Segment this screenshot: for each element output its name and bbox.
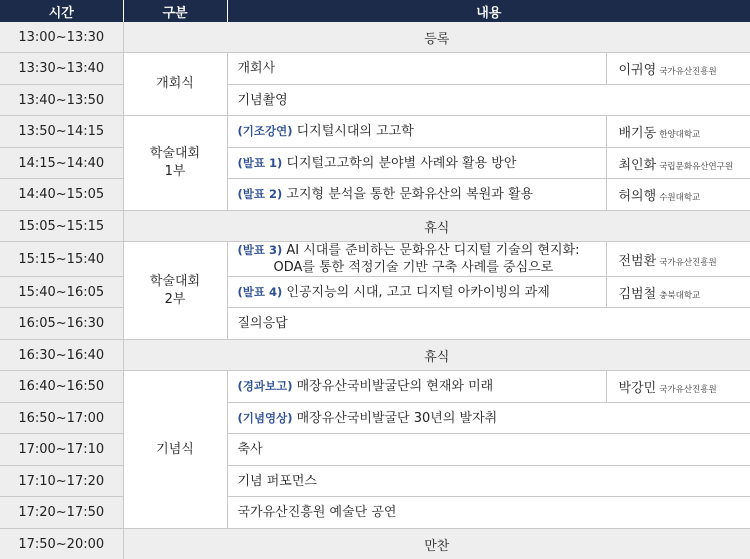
session-title bbox=[227, 371, 606, 403]
speaker-cell bbox=[606, 242, 750, 277]
session-tag: (기념영상) bbox=[238, 411, 293, 425]
category-line1: 학술대회 bbox=[150, 274, 200, 289]
category-line1: 학술대회 bbox=[150, 146, 200, 161]
table-row bbox=[0, 53, 750, 85]
time-cell: 15:05~15:15 bbox=[0, 211, 123, 242]
time-cell: 17:50~20:00 bbox=[0, 529, 123, 559]
table-row bbox=[0, 148, 750, 179]
session-tag: (발표 4) bbox=[238, 285, 283, 299]
session-title bbox=[227, 277, 606, 308]
time-cell: 16:05~16:30 bbox=[0, 308, 123, 340]
session-title bbox=[227, 85, 750, 116]
speaker-name: 최인화 bbox=[619, 158, 657, 173]
speaker-org: 국가유산진흥원 bbox=[659, 258, 716, 268]
table-row bbox=[0, 340, 750, 371]
speaker-org: 수원대학교 bbox=[659, 193, 700, 203]
title-text: 축사 bbox=[238, 442, 263, 457]
title-text: 매장유산국비발굴단의 현재와 미래 bbox=[297, 379, 494, 394]
time-cell: 17:10~17:20 bbox=[0, 466, 123, 497]
session-title bbox=[227, 242, 606, 277]
title-text: 기념촬영 bbox=[238, 93, 288, 108]
speaker-org: 국가유산진흥원 bbox=[659, 67, 716, 77]
table-row bbox=[0, 497, 750, 529]
session-title bbox=[227, 116, 606, 148]
category-symposium-part1 bbox=[123, 116, 227, 211]
session-tag: (기조강연) bbox=[238, 124, 293, 138]
table-row bbox=[0, 308, 750, 340]
time-cell: 14:40~15:05 bbox=[0, 179, 123, 211]
table-row bbox=[0, 242, 750, 277]
title-text: 인공지능의 시대, 고고 디지털 아카이빙의 과제 bbox=[286, 285, 549, 300]
time-cell: 14:15~14:40 bbox=[0, 148, 123, 179]
speaker-cell bbox=[606, 277, 750, 308]
table-row bbox=[0, 179, 750, 211]
speaker-org: 충북대학교 bbox=[659, 291, 700, 301]
registration-cell: 등록 bbox=[123, 22, 750, 53]
time-cell: 13:30~13:40 bbox=[0, 53, 123, 85]
table-row bbox=[0, 371, 750, 403]
header-row bbox=[0, 0, 750, 22]
table-row bbox=[0, 22, 750, 53]
header-time: 시간 bbox=[0, 0, 123, 22]
speaker-org: 국가유산진흥원 bbox=[659, 385, 716, 395]
time-cell: 15:40~16:05 bbox=[0, 277, 123, 308]
time-cell: 16:40~16:50 bbox=[0, 371, 123, 403]
session-title bbox=[227, 497, 750, 529]
title-text: 디지털고고학의 분야별 사례와 활용 방안 bbox=[286, 156, 516, 171]
table-row bbox=[0, 277, 750, 308]
time-cell: 13:40~13:50 bbox=[0, 85, 123, 116]
time-cell: 17:20~17:50 bbox=[0, 497, 123, 529]
time-cell: 13:00~13:30 bbox=[0, 22, 123, 53]
title-text: 디지털시대의 고고학 bbox=[297, 124, 414, 139]
speaker-cell bbox=[606, 53, 750, 85]
title-text: AI 시대를 준비하는 문화유산 디지털 기술의 현지화: bbox=[286, 243, 579, 258]
title-text: 국가유산진흥원 예술단 공연 bbox=[238, 505, 397, 520]
session-tag: (발표 3) bbox=[238, 243, 283, 257]
title-text: 기념 퍼포먼스 bbox=[238, 474, 317, 489]
title-text: 매장유산국비발굴단 30년의 발자취 bbox=[297, 411, 498, 426]
speaker-cell bbox=[606, 116, 750, 148]
header-category: 구분 bbox=[123, 0, 227, 22]
table-row bbox=[0, 211, 750, 242]
time-cell: 17:00~17:10 bbox=[0, 434, 123, 466]
speaker-cell bbox=[606, 179, 750, 211]
time-cell: 15:15~15:40 bbox=[0, 242, 123, 277]
speaker-name: 김범철 bbox=[619, 287, 657, 302]
category-anniversary-ceremony: 기념식 bbox=[123, 371, 227, 529]
time-cell: 13:50~14:15 bbox=[0, 116, 123, 148]
speaker-cell bbox=[606, 148, 750, 179]
table-row bbox=[0, 116, 750, 148]
dinner-cell: 만찬 bbox=[123, 529, 750, 559]
session-title bbox=[227, 434, 750, 466]
title-text-line2: ODA를 통한 적정기술 기반 구축 사례를 중심으로 bbox=[238, 260, 554, 275]
category-symposium-part2 bbox=[123, 242, 227, 340]
speaker-name: 박강민 bbox=[619, 381, 657, 396]
category-line2: 2부 bbox=[165, 292, 186, 307]
speaker-cell bbox=[606, 371, 750, 403]
break-cell: 휴식 bbox=[123, 340, 750, 371]
session-title bbox=[227, 148, 606, 179]
title-text: 질의응답 bbox=[238, 316, 288, 331]
table-row bbox=[0, 403, 750, 434]
speaker-name: 허의행 bbox=[619, 189, 657, 204]
session-title bbox=[227, 179, 606, 211]
table-row bbox=[0, 529, 750, 559]
table-row bbox=[0, 466, 750, 497]
session-tag: (발표 1) bbox=[238, 156, 283, 170]
session-tag: (경과보고) bbox=[238, 379, 293, 393]
table-row bbox=[0, 434, 750, 466]
title-text: 개회사 bbox=[238, 61, 276, 76]
session-title bbox=[227, 403, 750, 434]
break-cell: 휴식 bbox=[123, 211, 750, 242]
time-cell: 16:50~17:00 bbox=[0, 403, 123, 434]
table-row bbox=[0, 85, 750, 116]
category-line2: 1부 bbox=[165, 164, 186, 179]
speaker-name: 전범환 bbox=[619, 254, 657, 269]
session-title bbox=[227, 53, 606, 85]
speaker-org: 국립문화유산연구원 bbox=[659, 162, 733, 172]
speaker-org: 한양대학교 bbox=[659, 130, 700, 140]
session-title bbox=[227, 466, 750, 497]
session-tag: (발표 2) bbox=[238, 187, 283, 201]
session-title bbox=[227, 308, 750, 340]
category-opening-ceremony: 개회식 bbox=[123, 53, 227, 116]
title-text: 고지형 분석을 통한 문화유산의 복원과 활용 bbox=[286, 187, 533, 202]
speaker-name: 배기동 bbox=[619, 126, 657, 141]
time-cell: 16:30~16:40 bbox=[0, 340, 123, 371]
header-content: 내용 bbox=[227, 0, 750, 22]
speaker-name: 이귀영 bbox=[619, 63, 657, 78]
